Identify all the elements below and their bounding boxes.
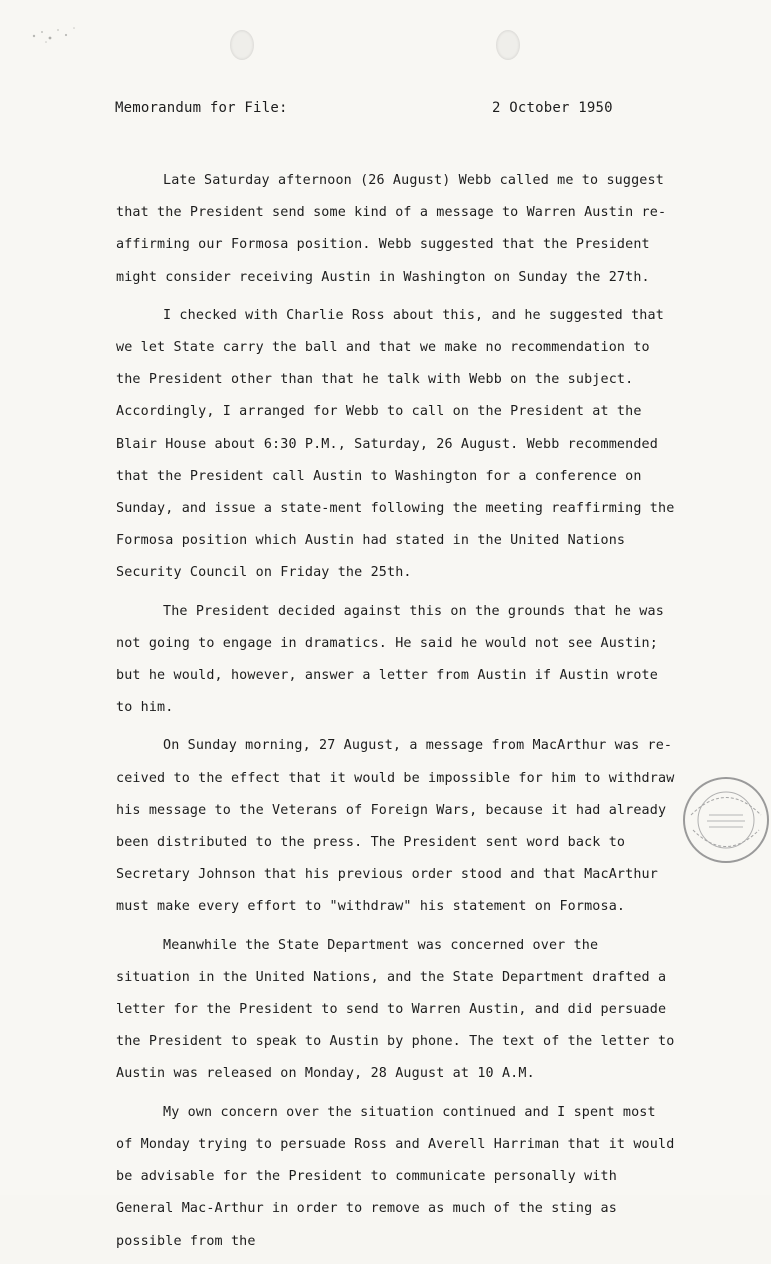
paragraph: My own concern over the situation continued and I spent most of Monday trying to persuade Ross and Averell Harriman that it would be advisable for the President to communicate personally with General Mac-Arthur in order to remove as much of the sting as possible from the xyxy=(116,1104,675,1249)
memo-title: Memorandum for File: xyxy=(115,100,288,116)
paragraph: I checked with Charlie Ross about this, and he suggested that we let State carry the ball and that we make no recommendation to the President other than that he talk with Webb on the subject. Accordingly, I arranged for Webb to call on the President at the Blair House about 6:30 P.M., Saturday, 26 August. Webb recommended that the President call Austin to Washington for a conference on Sunday, and issue a state-ment following the meeting reaffirming the Formosa position which Austin had stated in the United Nations Security Council on Friday the 25th. xyxy=(116,307,675,581)
archive-stamp-seal xyxy=(681,775,771,865)
paper-specks xyxy=(28,22,88,48)
paragraph: The President decided against this on the grounds that he was not going to engage in dramatics. He said he would not see Austin; but he would, however, answer a letter from Austin if Austin wrote to him. xyxy=(116,603,664,716)
paragraph: Meanwhile the State Department was concerned over the situation in the United Nations, and the State Department drafted a letter for the President to send to Warren Austin, and did persuade the President to speak to Austin by phone. The text of the letter to Austin was released on Monday, 28 August at 10 A.M. xyxy=(116,937,675,1082)
memo-body xyxy=(116,165,676,1264)
paragraph: On Sunday morning, 27 August, a message from MacArthur was re-ceived to the effect that it would be impossible for him to withdraw his message to the Veterans of Foreign Wars, because it had already been distributed to the press. The President sent word back to Secretary Johnson that his previous order stood and that MacArthur must make every effort to "withdraw" his statement on Formosa. xyxy=(116,738,675,915)
paragraph: Late Saturday afternoon (26 August) Webb called me to suggest that the President send some kind of a message to Warren Austin re-affirming our Formosa position. Webb suggested that the President might consider receiving Austin in Washington on Sunday the 27th. xyxy=(116,173,667,285)
memo-date: 2 October 1950 xyxy=(492,100,613,116)
punch-hole xyxy=(496,30,520,60)
memo-header xyxy=(115,100,635,124)
punch-hole xyxy=(230,30,254,60)
